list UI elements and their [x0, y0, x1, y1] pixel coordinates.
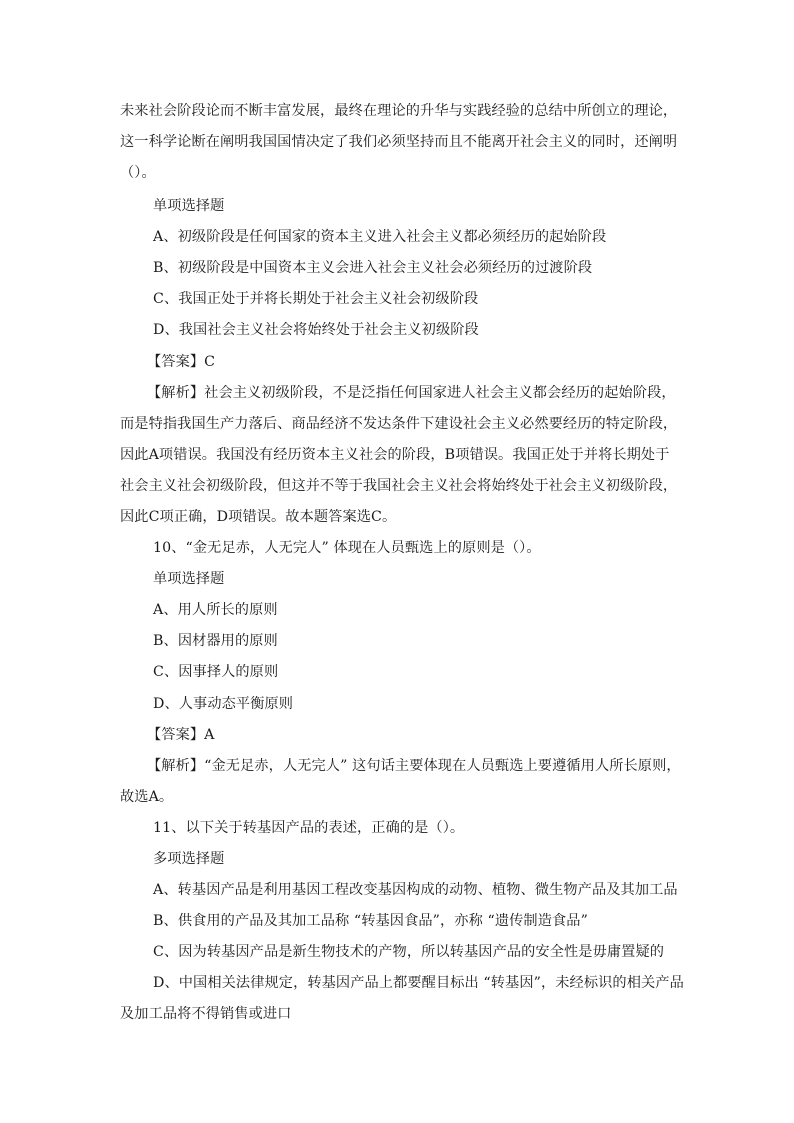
q10-option-c: C、因事择人的原则 — [153, 664, 279, 680]
q10-type: 单项选择题 — [153, 571, 225, 587]
q10-analysis-line-1: 【解析】“金无足赤，人无完人” 这句话主要体现在人员甄选上要遵循用人所长原则， — [147, 758, 681, 774]
q10-stem: 10、“金无足赤，人无完人” 体现在人员甄选上的原则是（）。 — [153, 540, 541, 556]
q11-type: 多项选择题 — [153, 851, 225, 867]
q9-option-a: A、初级阶段是任何国家的资本主义进入社会主义都必须经历的起始阶段 — [153, 229, 607, 245]
q9-option-c: C、我国正处于并将长期处于社会主义社会初级阶段 — [153, 291, 479, 307]
q10-option-d: D、人事动态平衡原则 — [153, 696, 294, 712]
q9-option-b: B、初级阶段是中国资本主义会进入社会主义社会必须经历的过渡阶段 — [153, 260, 593, 276]
q9-type: 单项选择题 — [153, 198, 225, 214]
q11-option-d: D、中国相关法律规定，转基因产品上都要醒目标出 “转基因”，未经标识的相关产品 — [153, 975, 684, 991]
q9-analysis-line-3: 因此A项错误。我国没有经历资本主义社会的阶段，B项错误。我国正处于并将长期处于 — [120, 447, 670, 463]
q11-stem: 11、以下关于转基因产品的表述，正确的是（）。 — [153, 820, 465, 836]
q11-option-c: C、因为转基因产品是新生物技术的产物，所以转基因产品的安全性是毋庸置疑的 — [153, 944, 665, 960]
q9-analysis-line-2: 而是特指我国生产力落后、商品经济不发达条件下建设社会主义必然要经历的特定阶段， — [120, 416, 678, 432]
q9-option-d: D、我国社会主义社会将始终处于社会主义初级阶段 — [153, 322, 479, 338]
q9-analysis-line-5: 因此C项正确，D项错误。故本题答案选C。 — [120, 509, 397, 525]
q10-option-b: B、因材器用的原则 — [153, 633, 278, 649]
q10-option-a: A、用人所长的原则 — [153, 602, 278, 618]
q10-answer: 【答案】A — [147, 727, 215, 743]
q9-analysis-line-1: 【解析】社会主义初级阶段，不是泛指任何国家进人社会主义都会经历的起始阶段， — [147, 385, 676, 401]
q11-option-a: A、转基因产品是利用基因工程改变基因构成的动物、植物、微生物产品及其加工品 — [153, 882, 678, 898]
intro-line-3: （）。 — [120, 165, 156, 181]
q11-option-b: B、供食用的产品及其加工品称 “转基因食品”，亦称 “遗传制造食品” — [153, 913, 588, 929]
q9-analysis-line-4: 社会主义社会初级阶段，但这并不等于我国社会主义社会将始终处于社会主义初级阶段， — [120, 478, 678, 494]
q11-option-d-continuation: 及加工品将不得销售或进口 — [120, 1006, 292, 1022]
intro-line-1: 未来社会阶段论而不断丰富发展，最终在理论的升华与实践经验的总结中所创立的理论， — [120, 103, 678, 119]
q10-analysis-line-2: 故选A。 — [120, 789, 174, 805]
q9-answer: 【答案】C — [147, 354, 216, 370]
intro-line-2: 这一科学论断在阐明我国国情决定了我们必须坚持而且不能离开社会主义的同时，还阐明 — [120, 134, 678, 150]
